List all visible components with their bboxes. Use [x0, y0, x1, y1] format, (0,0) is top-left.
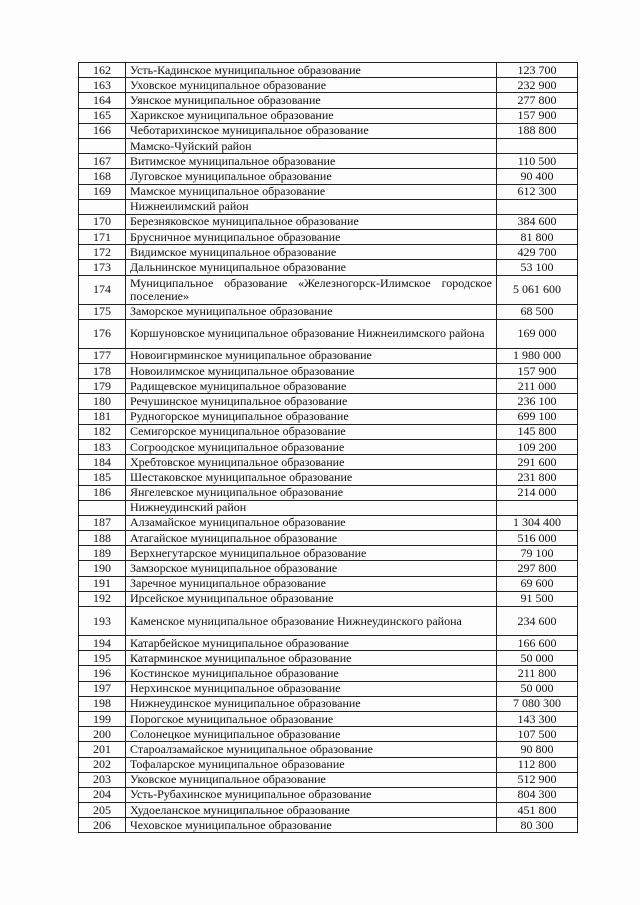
- table-row: [79, 561, 578, 576]
- table-row: [79, 576, 578, 591]
- row-number: 194: [79, 636, 126, 651]
- table-row: [79, 727, 578, 742]
- row-number: 183: [79, 439, 126, 454]
- table-row: [79, 184, 578, 199]
- municipality-name: Нижнеилимский район: [126, 199, 497, 214]
- table-row: [79, 260, 578, 275]
- municipality-name: Каменское муниципальное образование Нижнеудинского района: [126, 607, 497, 636]
- row-number: 187: [79, 515, 126, 530]
- funding-amount: 50 000: [497, 651, 578, 666]
- table-row: [79, 515, 578, 530]
- funding-amount: 80 300: [497, 818, 578, 833]
- funding-amount: 90 800: [497, 742, 578, 757]
- municipality-name: Уковское муниципальное образование: [126, 772, 497, 787]
- table-row: [79, 485, 578, 500]
- table-row: [79, 348, 578, 363]
- table-row: [79, 742, 578, 757]
- funding-amount: 169 000: [497, 319, 578, 348]
- row-number: 168: [79, 169, 126, 184]
- row-number: [79, 138, 126, 153]
- funding-amount: 90 400: [497, 169, 578, 184]
- municipality-name: Радищевское муниципальное образование: [126, 379, 497, 394]
- funding-amount: 5 061 600: [497, 275, 578, 304]
- row-number: 177: [79, 348, 126, 363]
- municipality-name: Катарминское муниципальное образование: [126, 651, 497, 666]
- table-row: [79, 319, 578, 348]
- funding-amount: 109 200: [497, 439, 578, 454]
- row-number: 200: [79, 727, 126, 742]
- row-number: 180: [79, 394, 126, 409]
- funding-amount: 512 900: [497, 772, 578, 787]
- table-row: [79, 651, 578, 666]
- municipality-name: Согроодское муниципальное образование: [126, 439, 497, 454]
- funding-amount: 1 980 000: [497, 348, 578, 363]
- municipality-name: Катарбейское муниципальное образование: [126, 636, 497, 651]
- funding-amount: 69 600: [497, 576, 578, 591]
- funding-amount: 516 000: [497, 531, 578, 546]
- municipality-name: Усть-Рубахинское муниципальное образование: [126, 787, 497, 802]
- funding-amount: 50 000: [497, 681, 578, 696]
- municipality-name: Верхнегутарское муниципальное образование: [126, 546, 497, 561]
- row-number: 186: [79, 485, 126, 500]
- municipality-name: Рудногорское муниципальное образование: [126, 409, 497, 424]
- row-number: 174: [79, 275, 126, 304]
- table-row: [79, 108, 578, 123]
- funding-amount: 81 800: [497, 230, 578, 245]
- row-number: 181: [79, 409, 126, 424]
- funding-amount: [497, 199, 578, 214]
- row-number: 179: [79, 379, 126, 394]
- row-number: 182: [79, 424, 126, 439]
- municipality-name: Мамское муниципальное образование: [126, 184, 497, 199]
- funding-amount: 291 600: [497, 455, 578, 470]
- municipality-name: Чеботарихинское муниципальное образование: [126, 123, 497, 138]
- table-row: [79, 245, 578, 260]
- row-number: 190: [79, 561, 126, 576]
- row-number: 191: [79, 576, 126, 591]
- funding-amount: 112 800: [497, 757, 578, 772]
- municipality-name: Солонецкое муниципальное образование: [126, 727, 497, 742]
- row-number: 206: [79, 818, 126, 833]
- funding-amount: 157 900: [497, 364, 578, 379]
- table-row: [79, 63, 578, 78]
- row-number: 184: [79, 455, 126, 470]
- row-number: [79, 500, 126, 515]
- municipality-name: Брусничное муниципальное образование: [126, 230, 497, 245]
- table-row: [79, 666, 578, 681]
- municipality-name: Заречное муниципальное образование: [126, 576, 497, 591]
- table-row: [79, 772, 578, 787]
- municipality-name: Речушинское муниципальное образование: [126, 394, 497, 409]
- funding-amount: 231 800: [497, 470, 578, 485]
- row-number: 163: [79, 78, 126, 93]
- table-row: [79, 591, 578, 606]
- table-row: [79, 531, 578, 546]
- municipality-name: Костинское муниципальное образование: [126, 666, 497, 681]
- municipality-name: Коршуновское муниципальное образование Нижнеилимского района: [126, 319, 497, 348]
- row-number: 171: [79, 230, 126, 245]
- funding-amount: 7 080 300: [497, 696, 578, 711]
- funding-amount: 429 700: [497, 245, 578, 260]
- municipality-name: Нижнеудинский район: [126, 500, 497, 515]
- table-row: [79, 169, 578, 184]
- row-number: 185: [79, 470, 126, 485]
- table-row: [79, 409, 578, 424]
- municipality-name: Чеховское муниципальное образование: [126, 818, 497, 833]
- row-number: 202: [79, 757, 126, 772]
- row-number: [79, 199, 126, 214]
- municipality-name: Уховское муниципальное образование: [126, 78, 497, 93]
- district-header-row: [79, 138, 578, 153]
- funding-amount: 53 100: [497, 260, 578, 275]
- row-number: 167: [79, 154, 126, 169]
- table-row: [79, 78, 578, 93]
- row-number: 173: [79, 260, 126, 275]
- row-number: 193: [79, 607, 126, 636]
- funding-amount: 123 700: [497, 63, 578, 78]
- table-row: [79, 636, 578, 651]
- municipality-name: Усть-Кадинское муниципальное образование: [126, 63, 497, 78]
- funding-amount: 157 900: [497, 108, 578, 123]
- row-number: 170: [79, 214, 126, 229]
- table-row: [79, 757, 578, 772]
- municipality-name: Замзорское муниципальное образование: [126, 561, 497, 576]
- row-number: 204: [79, 787, 126, 802]
- table-row: [79, 818, 578, 833]
- municipality-name: Алзамайское муниципальное образование: [126, 515, 497, 530]
- table-row: [79, 379, 578, 394]
- municipality-name: Мамско-Чуйский район: [126, 138, 497, 153]
- row-number: 192: [79, 591, 126, 606]
- table-row: [79, 439, 578, 454]
- funding-amount: 277 800: [497, 93, 578, 108]
- row-number: 205: [79, 803, 126, 818]
- funding-amount: 68 500: [497, 304, 578, 319]
- row-number: 195: [79, 651, 126, 666]
- funding-amount: 211 800: [497, 666, 578, 681]
- municipality-name: Хребтовское муниципальное образование: [126, 455, 497, 470]
- municipality-name: Староалзамайское муниципальное образование: [126, 742, 497, 757]
- table-row: [79, 394, 578, 409]
- row-number: 189: [79, 546, 126, 561]
- funding-amount: 297 800: [497, 561, 578, 576]
- row-number: 165: [79, 108, 126, 123]
- funding-amount: 1 304 400: [497, 515, 578, 530]
- district-header-row: [79, 199, 578, 214]
- funding-amount: 110 500: [497, 154, 578, 169]
- municipality-name: Шестаковское муниципальное образование: [126, 470, 497, 485]
- row-number: 198: [79, 696, 126, 711]
- municipality-name: Муниципальное образование «Железногорск-Илимское городское поселение»: [126, 275, 497, 304]
- row-number: 196: [79, 666, 126, 681]
- table-row: [79, 123, 578, 138]
- municipality-name: Порогское муниципальное образование: [126, 711, 497, 726]
- table-row: [79, 230, 578, 245]
- table-row: [79, 154, 578, 169]
- row-number: 164: [79, 93, 126, 108]
- municipality-name: Луговское муниципальное образование: [126, 169, 497, 184]
- funding-amount: 236 100: [497, 394, 578, 409]
- municipality-name: Новоигирминское муниципальное образование: [126, 348, 497, 363]
- funding-amount: [497, 138, 578, 153]
- row-number: 199: [79, 711, 126, 726]
- funding-amount: 451 800: [497, 803, 578, 818]
- funding-amount: 79 100: [497, 546, 578, 561]
- row-number: 188: [79, 531, 126, 546]
- table-row: [79, 424, 578, 439]
- funding-amount: 166 600: [497, 636, 578, 651]
- funding-amount: 699 100: [497, 409, 578, 424]
- table-row: [79, 275, 578, 304]
- municipality-name: Видимское муниципальное образование: [126, 245, 497, 260]
- district-header-row: [79, 500, 578, 515]
- funding-amount: 145 800: [497, 424, 578, 439]
- table-row: [79, 711, 578, 726]
- municipality-name: Тофаларское муниципальное образование: [126, 757, 497, 772]
- table-row: [79, 696, 578, 711]
- table-row: [79, 787, 578, 802]
- funding-amount: 211 000: [497, 379, 578, 394]
- row-number: 201: [79, 742, 126, 757]
- table-row: [79, 470, 578, 485]
- municipality-name: Янгелевское муниципальное образование: [126, 485, 497, 500]
- municipality-name: Витимское муниципальное образование: [126, 154, 497, 169]
- funding-amount: [497, 500, 578, 515]
- municipal-funding-table: [78, 62, 578, 833]
- municipality-name: Березняковское муниципальное образование: [126, 214, 497, 229]
- municipality-name: Уянское муниципальное образование: [126, 93, 497, 108]
- funding-amount: 107 500: [497, 727, 578, 742]
- funding-amount: 91 500: [497, 591, 578, 606]
- municipality-name: Дальнинское муниципальное образование: [126, 260, 497, 275]
- municipality-name: Ирсейское муниципальное образование: [126, 591, 497, 606]
- funding-amount: 143 300: [497, 711, 578, 726]
- funding-amount: 232 900: [497, 78, 578, 93]
- funding-amount: 188 800: [497, 123, 578, 138]
- row-number: 178: [79, 364, 126, 379]
- table-row: [79, 304, 578, 319]
- municipality-name: Худоеланское муниципальное образование: [126, 803, 497, 818]
- row-number: 175: [79, 304, 126, 319]
- row-number: 172: [79, 245, 126, 260]
- table-row: [79, 455, 578, 470]
- municipality-name: Новоилимское муниципальное образование: [126, 364, 497, 379]
- table-row: [79, 681, 578, 696]
- funding-amount: 612 300: [497, 184, 578, 199]
- table-row: [79, 607, 578, 636]
- municipality-name: Атагайское муниципальное образование: [126, 531, 497, 546]
- municipality-name: Нижнеудинское муниципальное образование: [126, 696, 497, 711]
- table-row: [79, 803, 578, 818]
- row-number: 162: [79, 63, 126, 78]
- table-row: [79, 214, 578, 229]
- table-row: [79, 93, 578, 108]
- row-number: 203: [79, 772, 126, 787]
- funding-amount: 234 600: [497, 607, 578, 636]
- funding-amount: 804 300: [497, 787, 578, 802]
- row-number: 197: [79, 681, 126, 696]
- funding-amount: 384 600: [497, 214, 578, 229]
- table-row: [79, 364, 578, 379]
- row-number: 166: [79, 123, 126, 138]
- municipality-name: Заморское муниципальное образование: [126, 304, 497, 319]
- funding-amount: 214 000: [497, 485, 578, 500]
- municipality-name: Харикское муниципальное образование: [126, 108, 497, 123]
- municipality-name: Семигорское муниципальное образование: [126, 424, 497, 439]
- row-number: 169: [79, 184, 126, 199]
- municipality-name: Нерхинское муниципальное образование: [126, 681, 497, 696]
- row-number: 176: [79, 319, 126, 348]
- table-row: [79, 546, 578, 561]
